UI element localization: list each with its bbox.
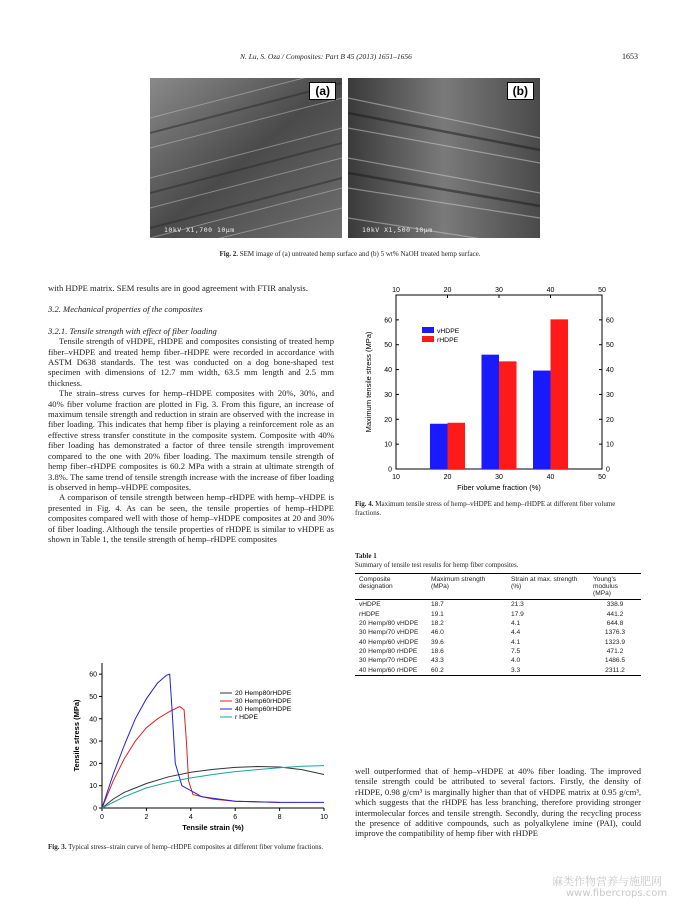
y-tick-label: 10 bbox=[384, 441, 392, 449]
x-tick-label: 40 bbox=[546, 474, 555, 481]
fig3-caption-text: Typical stress–strain curve of hemp–rHDPE composites at different fiber volume fractions. bbox=[68, 843, 324, 851]
table-cell: 2311.2 bbox=[605, 666, 625, 674]
table-cell: 3.3 bbox=[511, 666, 521, 674]
table-header-cell: Young's modulus (MPa) bbox=[593, 576, 618, 597]
watermark-line-1: 麻类作物营养与施肥网 bbox=[552, 875, 662, 888]
sem-texture-a bbox=[150, 78, 342, 238]
legend-swatch bbox=[422, 336, 434, 342]
legend-label: r HDPE bbox=[235, 714, 259, 721]
x-tick-label: 4 bbox=[188, 814, 193, 821]
series-line-0 bbox=[102, 767, 324, 809]
table-cell: 60.2 bbox=[431, 666, 444, 674]
x-tick-label: 30 bbox=[495, 474, 503, 481]
table-row bbox=[355, 647, 641, 656]
fig4-caption-text: Maximum tensile stress of hemp–vHDPE and hemp–rHDPE at different fiber volume fractions. bbox=[355, 500, 616, 517]
y-axis-label: Tensile stress (MPa) bbox=[72, 699, 81, 772]
table-row bbox=[355, 609, 641, 618]
table-cell: vHDPE bbox=[359, 601, 381, 609]
intro-paragraph: with HDPE matrix. SEM results are in good agreement with FTIR analysis. bbox=[48, 283, 308, 293]
panel-label-a: (a) bbox=[309, 82, 336, 100]
panel-label-b: (b) bbox=[507, 82, 534, 100]
table-row bbox=[355, 666, 641, 675]
table-cell: 4.1 bbox=[511, 638, 521, 646]
x-tick-label: 10 bbox=[392, 474, 400, 481]
page-number: 1653 bbox=[622, 52, 638, 61]
table-cell: 40 Hemp/60 rHDPE bbox=[359, 666, 418, 674]
y-tick-label-right: 30 bbox=[606, 391, 614, 399]
table-cell: 19.1 bbox=[431, 610, 444, 618]
table-row bbox=[355, 619, 641, 628]
legend-label: 20 Hemp80rHDPE bbox=[235, 690, 292, 697]
fig2-caption-text: SEM image of (a) untreated hemp surface and (b) 5 wt% NaOH treated hemp surface. bbox=[239, 250, 481, 258]
y-tick-label: 50 bbox=[384, 342, 392, 350]
table-cell: 21.3 bbox=[511, 601, 524, 609]
y-tick-label-right: 50 bbox=[606, 342, 614, 350]
sem-image-a bbox=[150, 78, 342, 238]
table-cell: 338.9 bbox=[606, 601, 624, 609]
x-axis-label: Fiber volume fraction (%) bbox=[457, 483, 541, 492]
table-row bbox=[355, 656, 641, 665]
table-header-row bbox=[355, 574, 641, 600]
table-cell: 39.6 bbox=[431, 638, 444, 646]
fig4-chart bbox=[362, 283, 632, 493]
fig4-caption-label: Fig. 4. bbox=[355, 500, 374, 508]
fig2-caption bbox=[150, 250, 550, 259]
bar-vHDPE-20 bbox=[430, 424, 448, 469]
bar-rHDPE-40 bbox=[551, 319, 569, 469]
y-tick-label: 40 bbox=[384, 367, 392, 375]
legend-label: rHDPE bbox=[437, 337, 459, 344]
table-cell: 441.2 bbox=[606, 610, 624, 618]
legend-label: vHDPE bbox=[437, 328, 460, 335]
table-cell: 43.3 bbox=[431, 657, 444, 665]
paragraph-3: A comparison of tensile strength between hemp–rHDPE with hemp–vHDPE is presented in Fig. 4. As can be seen, the tensile properties of hemp–rHDPE composites compared well with those of hemp–vHDPE composites at 20 and 30% of fiber loading. Although the tensile properties of rHDPE is similar to vHDPE as shown in Table 1, the tensile strength of hemp–rHDPE composites bbox=[48, 492, 334, 544]
y-tick-label: 60 bbox=[89, 671, 97, 679]
x-tick-label: 8 bbox=[277, 814, 282, 821]
table-row bbox=[355, 600, 641, 610]
table-cell: 18.7 bbox=[431, 601, 444, 609]
running-header: N. Lu, S. Oza / Composites: Part B 45 (2013) 1651–1656 bbox=[240, 52, 412, 61]
table1 bbox=[355, 573, 641, 676]
y-tick-label-right: 60 bbox=[606, 317, 614, 325]
y-tick-label: 30 bbox=[384, 391, 392, 399]
table-cell: 18.6 bbox=[431, 648, 444, 656]
y-tick-label-right: 0 bbox=[606, 466, 610, 474]
y-tick-label: 50 bbox=[89, 693, 97, 701]
y-tick-label: 20 bbox=[384, 416, 392, 424]
table-cell: 1323.9 bbox=[604, 638, 626, 646]
table-cell: 20 Hemp/80 vHDPE bbox=[359, 619, 419, 627]
sem-scale-b: 10kV X1,500 10μm bbox=[362, 226, 433, 234]
x-tick-label: 6 bbox=[233, 814, 238, 821]
y-tick-label: 60 bbox=[384, 317, 392, 325]
table-cell: 1486.5 bbox=[604, 657, 626, 665]
table-cell: 18.2 bbox=[431, 619, 444, 627]
fig3-chart bbox=[70, 655, 330, 835]
table1-caption bbox=[355, 552, 641, 570]
x-tick-label: 2 bbox=[144, 814, 149, 821]
y-tick-label: 0 bbox=[93, 805, 97, 813]
table-cell: 1376.3 bbox=[604, 629, 626, 637]
left-column bbox=[48, 283, 334, 544]
y-tick-label: 20 bbox=[89, 760, 97, 768]
bar-vHDPE-30 bbox=[481, 355, 499, 469]
y-axis-label: Maximum tensile stress (MPa) bbox=[364, 331, 373, 433]
table-header-cell: Composite designation bbox=[359, 576, 393, 590]
fig2-caption-label: Fig. 2. bbox=[219, 250, 238, 258]
y-tick-label: 0 bbox=[388, 466, 392, 474]
series-line-1 bbox=[102, 707, 280, 809]
right-paragraph: well outperformed that of hemp–vHDPE at 40% fiber loading. The improved tensile strength could be attributed to several factors. Firstly, the density of rHDPE, 0.98 g/cm³ is marginally higher than that of vHDPE matrix at 0.95 g/cm³, which suggests that the rHDPE has less branching, therefore providing stronger intermolecular forces and tensile strength. Secondly, during the recycling process the presence of additive compounds, such as polyalkylene imine (PAI), could improve the compatibility of hemp fiber with rHDPE bbox=[355, 766, 641, 839]
table-cell: 4.4 bbox=[511, 629, 521, 637]
series-line-3 bbox=[102, 766, 324, 808]
y-tick-label: 40 bbox=[89, 716, 97, 724]
sem-texture-b bbox=[348, 78, 540, 238]
table-cell: 20 Hemp/80 rHDPE bbox=[359, 648, 418, 656]
legend-label: 40 Hemp60rHDPE bbox=[235, 706, 292, 713]
table-header-cell: Maximum strength (MPa) bbox=[431, 576, 486, 590]
table1-label: Table 1 bbox=[355, 552, 377, 560]
x-tick-label-top: 40 bbox=[546, 287, 555, 294]
legend-swatch bbox=[422, 327, 434, 333]
y-tick-label: 10 bbox=[89, 783, 97, 791]
table-cell: 4.0 bbox=[511, 657, 521, 665]
x-axis-label: Tensile strain (%) bbox=[182, 823, 244, 832]
paragraph-1: Tensile strength of vHDPE, rHDPE and composites consisting of treated hemp fiber–vHDPE and treated hemp fiber–rHDPE were recorded in accordance with ASTM D638 standards. The test was conducted on a dog bone-shaped test specimen with dimensions of 12.7 mm width, 63.5 mm length and 2.5 mm thickness. bbox=[48, 336, 334, 388]
table-cell: 17.9 bbox=[511, 610, 524, 618]
table-cell: 40 Hemp/60 vHDPE bbox=[359, 638, 419, 646]
table-cell: 30 Hemp/70 rHDPE bbox=[359, 657, 418, 665]
bar-rHDPE-30 bbox=[499, 361, 517, 469]
table-row bbox=[355, 638, 641, 647]
table-row bbox=[355, 628, 641, 637]
x-tick-label: 10 bbox=[320, 814, 328, 821]
legend-label: 30 Hemp60rHDPE bbox=[235, 698, 292, 705]
x-tick-label: 0 bbox=[100, 814, 104, 821]
y-tick-label-right: 20 bbox=[606, 416, 614, 424]
watermark-line-2: www.fibercrops.com bbox=[566, 888, 668, 899]
x-tick-label-top: 50 bbox=[598, 287, 606, 294]
section-heading: 3.2. Mechanical properties of the composites bbox=[48, 304, 203, 315]
table-cell: 4.1 bbox=[511, 619, 521, 627]
y-tick-label-right: 10 bbox=[606, 441, 614, 449]
bar-rHDPE-20 bbox=[448, 423, 466, 469]
table-cell: 471.2 bbox=[606, 648, 624, 656]
x-tick-label-top: 10 bbox=[392, 287, 400, 294]
table-cell: 644.8 bbox=[606, 619, 624, 627]
x-tick-label-top: 30 bbox=[495, 287, 503, 294]
y-tick-label-right: 40 bbox=[606, 367, 614, 375]
table-header-cell: Strain at max. strength (%) bbox=[511, 576, 578, 590]
sem-image-b bbox=[348, 78, 540, 238]
table1-caption-text: Summary of tensile test results for hemp fiber composites. bbox=[355, 561, 519, 569]
x-tick-label: 50 bbox=[598, 474, 606, 481]
sem-scale-a: 10kV X1,700 10μm bbox=[164, 226, 235, 234]
fig3-caption bbox=[48, 843, 336, 852]
table-cell: rHDPE bbox=[359, 610, 380, 618]
subsection-heading: 3.2.1. Tensile strength with effect of fiber loading bbox=[48, 325, 217, 336]
table-cell: 7.5 bbox=[511, 648, 521, 656]
x-tick-label: 20 bbox=[443, 474, 452, 481]
right-column bbox=[355, 766, 641, 839]
paragraph-2: The strain–stress curves for hemp–rHDPE composites with 20%, 30%, and 40% fiber volume fraction are plotted in Fig. 3. From this figure, an increase of maximum tensile strength and reduction in strain are observed with the increase in fiber loading. This indicates that hemp fiber is playing a reinforcement role as an effective stress transfer constitute in the composite system. Composite with 40% fiber loading has demonstrated a factor of three tensile strength improvement compared to the one with 20% fiber loading. The maximum tensile strength of hemp fiber–rHDPE composites is 60.2 MPa with a strain at ultimate strength of 3.8%. The same trend of tensile strength increase with the increase of fiber loading is observed in hemp–vHDPE composites. bbox=[48, 388, 334, 492]
fig4-caption bbox=[355, 500, 641, 518]
y-tick-label: 30 bbox=[89, 738, 97, 746]
bar-vHDPE-40 bbox=[533, 371, 551, 469]
x-tick-label-top: 20 bbox=[443, 287, 452, 294]
fig3-caption-label: Fig. 3. bbox=[48, 843, 67, 851]
table1-grid bbox=[355, 574, 641, 675]
table-cell: 46.0 bbox=[431, 629, 444, 637]
table-cell: 30 Hemp/70 vHDPE bbox=[359, 629, 419, 637]
